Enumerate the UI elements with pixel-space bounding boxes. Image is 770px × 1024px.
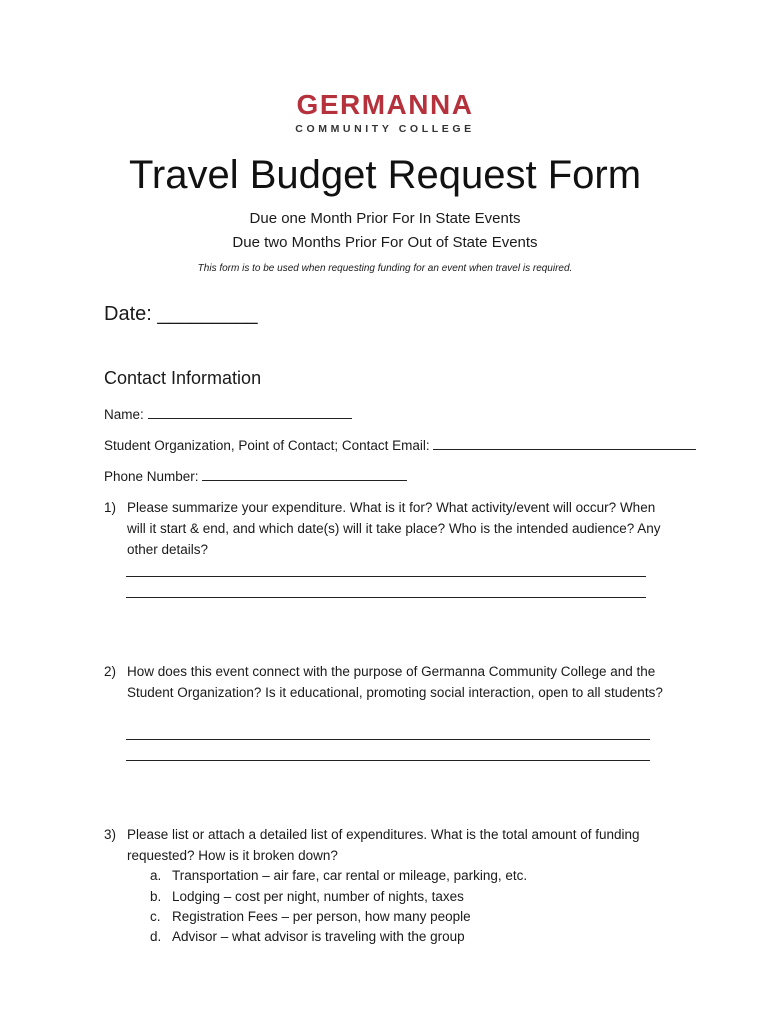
phone-blank[interactable] bbox=[202, 467, 407, 481]
answer-line[interactable] bbox=[126, 576, 646, 577]
page-title: Travel Budget Request Form bbox=[128, 153, 642, 197]
question-number: 2) bbox=[104, 664, 117, 679]
name-field bbox=[104, 405, 352, 424]
form-note: This form is to be used when requesting funding for an event when travel is required. bbox=[197, 263, 573, 274]
contact-heading: Contact Information bbox=[104, 368, 262, 388]
college-logo bbox=[0, 90, 770, 136]
question-number: 1) bbox=[104, 500, 117, 515]
org-contact-label: Student Organization, Point of Contact; Contact Email: bbox=[104, 438, 430, 453]
phone-field bbox=[104, 467, 407, 486]
item-letter: b. bbox=[150, 889, 162, 904]
question-text: Please list or attach a detailed list of expenditures. What is the total amount of funding requested? How is it broken down? bbox=[127, 827, 640, 863]
question-text: How does this event connect with the purpose of Germanna Community College and the Student Organization? Is it educational, promoting social interaction, open to all students? bbox=[127, 664, 663, 700]
answer-line[interactable] bbox=[126, 739, 650, 740]
item-text: Lodging – cost per night, number of nights, taxes bbox=[172, 889, 464, 904]
item-text: Transportation – air fare, car rental or mileage, parking, etc. bbox=[172, 868, 528, 883]
name-blank[interactable] bbox=[148, 405, 352, 419]
name-label: Name: bbox=[104, 407, 144, 422]
item-letter: c. bbox=[150, 909, 161, 924]
item-text: Advisor – what advisor is traveling with the group bbox=[172, 929, 465, 944]
phone-label: Phone Number: bbox=[104, 469, 199, 484]
item-text: Registration Fees – per person, how many people bbox=[172, 909, 471, 924]
date-field[interactable]: Date: _________ bbox=[104, 303, 258, 325]
question-text: Please summarize your expenditure. What is it for? What activity/event will occur? When will it start & end, and which date(s) will it take place? Who is the intended audience? Any other details? bbox=[127, 500, 661, 557]
item-letter: a. bbox=[150, 868, 162, 883]
org-contact-field bbox=[104, 436, 696, 455]
logo-name: GERMANNA bbox=[296, 89, 474, 120]
due-in-state: Due one Month Prior For In State Events bbox=[249, 210, 521, 227]
answer-line[interactable] bbox=[126, 760, 650, 761]
answer-line[interactable] bbox=[126, 597, 646, 598]
item-letter: d. bbox=[150, 929, 162, 944]
org-contact-blank[interactable] bbox=[433, 436, 696, 450]
logo-subtitle: COMMUNITY COLLEGE bbox=[295, 123, 475, 135]
question-number: 3) bbox=[104, 827, 117, 842]
due-out-of-state: Due two Months Prior For Out of State Events bbox=[232, 234, 538, 251]
